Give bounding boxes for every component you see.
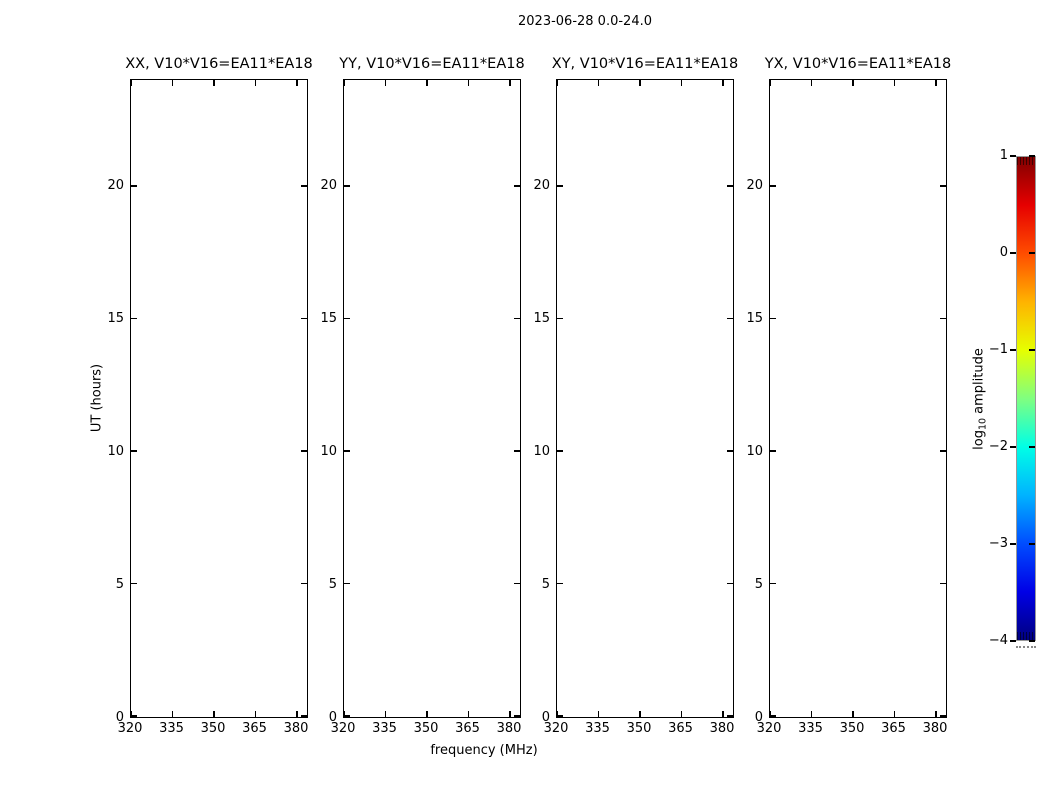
colorbar-label-log: log: [971, 430, 987, 450]
colorbar-tick-mark: [1010, 446, 1016, 448]
x-tick-mark: [639, 80, 641, 86]
colorbar-tick-mark: [1010, 543, 1016, 545]
y-tick-label: 15: [746, 310, 763, 326]
y-tick-label: 0: [541, 710, 550, 725]
x-tick-mark: [255, 711, 257, 717]
colorbar-bottom-hatch: [1017, 632, 1035, 640]
x-tick-label: 350: [413, 721, 439, 736]
y-axis-label: UT (hours): [89, 363, 105, 433]
y-tick-mark: [770, 318, 776, 320]
colorbar-tick-mark: [1010, 640, 1016, 642]
x-tick-label: 320: [330, 721, 356, 736]
figure-title: 2023-06-28 0.0-24.0: [518, 14, 652, 29]
x-tick-label: 365: [668, 721, 693, 736]
x-tick-label: 365: [242, 721, 267, 736]
x-tick-mark: [681, 80, 683, 86]
x-tick-mark: [343, 80, 345, 86]
colorbar-tick-mark: [1010, 252, 1016, 254]
colorbar-tick-mark: [1010, 349, 1016, 351]
x-axis-label: frequency (MHz): [430, 743, 538, 758]
y-tick-mark: [344, 715, 350, 717]
y-tick-label: 20: [746, 177, 763, 193]
x-tick-mark: [852, 711, 854, 717]
panel-plot-area: [556, 79, 734, 718]
x-tick-mark: [213, 711, 215, 717]
y-tick-mark: [557, 318, 563, 320]
panel-title: YY, V10*V16=EA11*EA18: [339, 56, 525, 72]
colorbar-label-rest: amplitude: [971, 348, 987, 418]
colorbar-label-subscript: 10: [977, 417, 989, 431]
x-tick-mark: [935, 711, 937, 717]
x-tick-label: 335: [372, 721, 397, 736]
x-tick-mark: [852, 80, 854, 86]
colorbar-tick-mark: [1029, 446, 1035, 448]
y-tick-label: 10: [533, 443, 550, 459]
y-tick-label: 10: [746, 443, 763, 459]
x-tick-mark: [681, 711, 683, 717]
colorbar-tick-label: −3: [988, 536, 1008, 551]
y-tick-mark: [131, 318, 137, 320]
y-tick-mark: [940, 185, 946, 187]
x-tick-label: 365: [455, 721, 480, 736]
y-tick-mark: [344, 450, 350, 452]
y-tick-mark: [770, 185, 776, 187]
x-tick-label: 320: [756, 721, 782, 736]
x-tick-mark: [468, 80, 470, 86]
x-tick-label: 365: [881, 721, 906, 736]
y-tick-label: 15: [533, 310, 550, 326]
x-tick-label: 335: [585, 721, 610, 736]
x-tick-mark: [509, 711, 511, 717]
x-tick-mark: [722, 711, 724, 717]
colorbar-tick-mark: [1010, 155, 1016, 157]
y-tick-label: 5: [328, 576, 337, 592]
colorbar-tick-mark: [1029, 543, 1035, 545]
x-tick-mark: [598, 711, 600, 717]
x-tick-mark: [894, 80, 896, 86]
x-tick-mark: [385, 711, 387, 717]
colorbar: [1016, 156, 1036, 641]
x-tick-mark: [639, 711, 641, 717]
x-tick-mark: [296, 711, 298, 717]
x-tick-label: 320: [543, 721, 569, 736]
x-tick-label: 380: [922, 721, 948, 736]
colorbar-top-hatch: [1017, 157, 1035, 165]
y-tick-label: 5: [541, 576, 550, 592]
panel-plot-area: [769, 79, 947, 718]
x-tick-label: 380: [496, 721, 522, 736]
colorbar-tick-label: −2: [988, 439, 1008, 454]
x-tick-label: 350: [626, 721, 652, 736]
y-tick-mark: [344, 583, 350, 585]
x-tick-mark: [769, 80, 771, 86]
y-tick-mark: [770, 450, 776, 452]
panel-title: YX, V10*V16=EA11*EA18: [764, 56, 952, 72]
x-tick-mark: [213, 80, 215, 86]
x-tick-mark: [172, 80, 174, 86]
y-tick-label: 10: [107, 443, 124, 459]
x-tick-mark: [130, 80, 132, 86]
colorbar-tick-mark: [1029, 640, 1035, 642]
y-tick-label: 20: [320, 177, 337, 193]
x-tick-mark: [172, 711, 174, 717]
x-tick-mark: [894, 711, 896, 717]
y-tick-label: 10: [320, 443, 337, 459]
y-tick-mark: [557, 715, 563, 717]
colorbar-tick-label: 1: [999, 148, 1008, 163]
colorbar-label: [972, 348, 987, 450]
y-tick-label: 0: [754, 710, 763, 725]
y-tick-mark: [131, 450, 137, 452]
y-tick-mark: [940, 715, 946, 717]
y-tick-label: 15: [320, 310, 337, 326]
y-tick-mark: [770, 715, 776, 717]
x-tick-mark: [426, 711, 428, 717]
x-tick-label: 350: [839, 721, 865, 736]
y-tick-label: 20: [533, 177, 550, 193]
x-tick-mark: [722, 80, 724, 86]
y-tick-mark: [940, 318, 946, 320]
colorbar-tick-label: −4: [988, 633, 1008, 648]
x-tick-mark: [509, 80, 511, 86]
x-tick-mark: [556, 80, 558, 86]
colorbar-tick-mark: [1029, 252, 1035, 254]
y-tick-mark: [131, 715, 137, 717]
y-tick-mark: [770, 583, 776, 585]
y-tick-label: 15: [107, 310, 124, 326]
y-tick-mark: [940, 450, 946, 452]
y-tick-mark: [344, 185, 350, 187]
y-tick-label: 0: [115, 710, 124, 725]
y-tick-mark: [131, 185, 137, 187]
x-tick-label: 380: [283, 721, 309, 736]
x-tick-mark: [468, 711, 470, 717]
x-tick-label: 350: [200, 721, 226, 736]
y-tick-mark: [557, 185, 563, 187]
x-tick-mark: [255, 80, 257, 86]
panel-title: XY, V10*V16=EA11*EA18: [551, 56, 739, 72]
y-tick-mark: [940, 583, 946, 585]
x-tick-mark: [426, 80, 428, 86]
y-tick-label: 5: [754, 576, 763, 592]
panel-plot-area: [343, 79, 521, 718]
x-tick-mark: [811, 80, 813, 86]
x-tick-mark: [935, 80, 937, 86]
x-tick-mark: [385, 80, 387, 86]
x-tick-mark: [296, 80, 298, 86]
colorbar-tick-label: −1: [988, 342, 1008, 357]
x-tick-label: 320: [117, 721, 143, 736]
colorbar-tick-mark: [1029, 349, 1035, 351]
x-tick-label: 380: [709, 721, 735, 736]
y-tick-mark: [557, 450, 563, 452]
panel-title: XX, V10*V16=EA11*EA18: [125, 56, 313, 72]
colorbar-tick-label: 0: [999, 245, 1008, 260]
x-tick-label: 335: [159, 721, 184, 736]
colorbar-bottom-dots: [1016, 646, 1036, 648]
x-tick-mark: [598, 80, 600, 86]
colorbar-tick-mark: [1029, 155, 1035, 157]
y-tick-label: 5: [115, 576, 124, 592]
y-tick-mark: [344, 318, 350, 320]
x-tick-label: 335: [798, 721, 823, 736]
y-tick-label: 20: [107, 177, 124, 193]
y-tick-mark: [131, 583, 137, 585]
y-tick-label: 0: [328, 710, 337, 725]
panel-plot-area: [130, 79, 308, 718]
x-tick-mark: [811, 711, 813, 717]
y-tick-mark: [557, 583, 563, 585]
